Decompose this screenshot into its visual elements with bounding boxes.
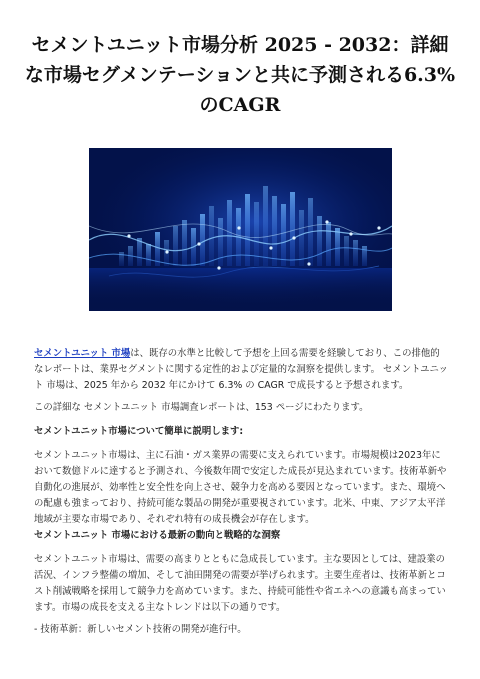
hero-bar	[263, 186, 268, 266]
hero-bar	[209, 206, 214, 266]
hero-dot	[269, 246, 272, 249]
page-title: セメントユニット市場分析 2025 - 2032：詳細な市場セグメンテーションと共に予測される6.3%のCAGR	[24, 34, 456, 116]
section-heading-trends: セメントユニット 市場における最新の動向と戦略的な洞察	[34, 530, 281, 541]
intro-text: は、既存の水準と比較して予想を上回る需要を経験しており、この排他的なレポートは、業界セグメントに関する定性的および定量的な洞察を提供します。 セメントユニット 市場は、2025 年から 2032 年にかけて 6.3% の CAGR で成長すると予想されます。	[34, 348, 448, 391]
hero-bar	[353, 240, 358, 266]
hero-bar	[281, 204, 286, 266]
hero-bar	[173, 226, 178, 266]
hero-chart-image	[89, 148, 392, 311]
intro-paragraph	[34, 346, 448, 394]
hero-bar	[317, 216, 322, 266]
report-pages-paragraph: この詳細な セメントユニット 市場調査レポートは、153 ページにわたります。	[34, 402, 369, 413]
hero-bar	[272, 196, 277, 266]
hero-dot	[325, 220, 328, 223]
hero-dot	[127, 234, 130, 237]
hero-bar	[299, 210, 304, 266]
hero-bar	[335, 228, 340, 266]
hero-dot	[165, 250, 168, 253]
hero-dot	[307, 262, 310, 265]
trends-paragraph: セメントユニット市場は、需要の高まりとともに急成長しています。主な要因としては、建設業の活況、インフラ整備の増加、そして油田開発の需要が挙げられます。主要生産者は、技術革新とコスト削減戦略を採用して競争力を高めています。また、持続可能性や省エネへの意識も高まっています。市場の成長を支える主なトレンドは以下の通りです。	[34, 554, 446, 613]
hero-dot	[217, 266, 220, 269]
hero-dot	[197, 242, 200, 245]
hero-bar	[344, 236, 349, 266]
hero-dot	[377, 226, 380, 229]
trend-bullet: - 技術革新：新しいセメント技術の開発が進行中。	[34, 624, 247, 635]
hero-bar	[146, 244, 151, 266]
hero-dot	[237, 226, 240, 229]
market-link[interactable]: セメントユニット 市場	[34, 348, 131, 359]
hero-dot	[292, 236, 295, 239]
hero-bar	[182, 220, 187, 266]
hero-bar	[326, 222, 331, 266]
overview-paragraph: セメントユニット市場は、主に石油・ガス業界の需要に支えられています。市場規模は2023年において数億ドルに達すると予測され、今後数年間で安定した成長が見込まれています。技術革新や自動化の進展が、効率性と安全性を向上させ、競争力を高める要因となっています。また、環境への配慮も強まっており、持続可能な製品の開発が重要視されています。北米、中東、アジア太平洋地域が主要な市場であり、それぞれ特有の成長機会が存在します。	[34, 450, 447, 525]
section-heading-overview: セメントユニット市場について簡単に説明します:	[34, 426, 244, 437]
hero-dot	[349, 232, 352, 235]
hero-bar	[200, 214, 205, 266]
hero-bar	[290, 192, 295, 266]
